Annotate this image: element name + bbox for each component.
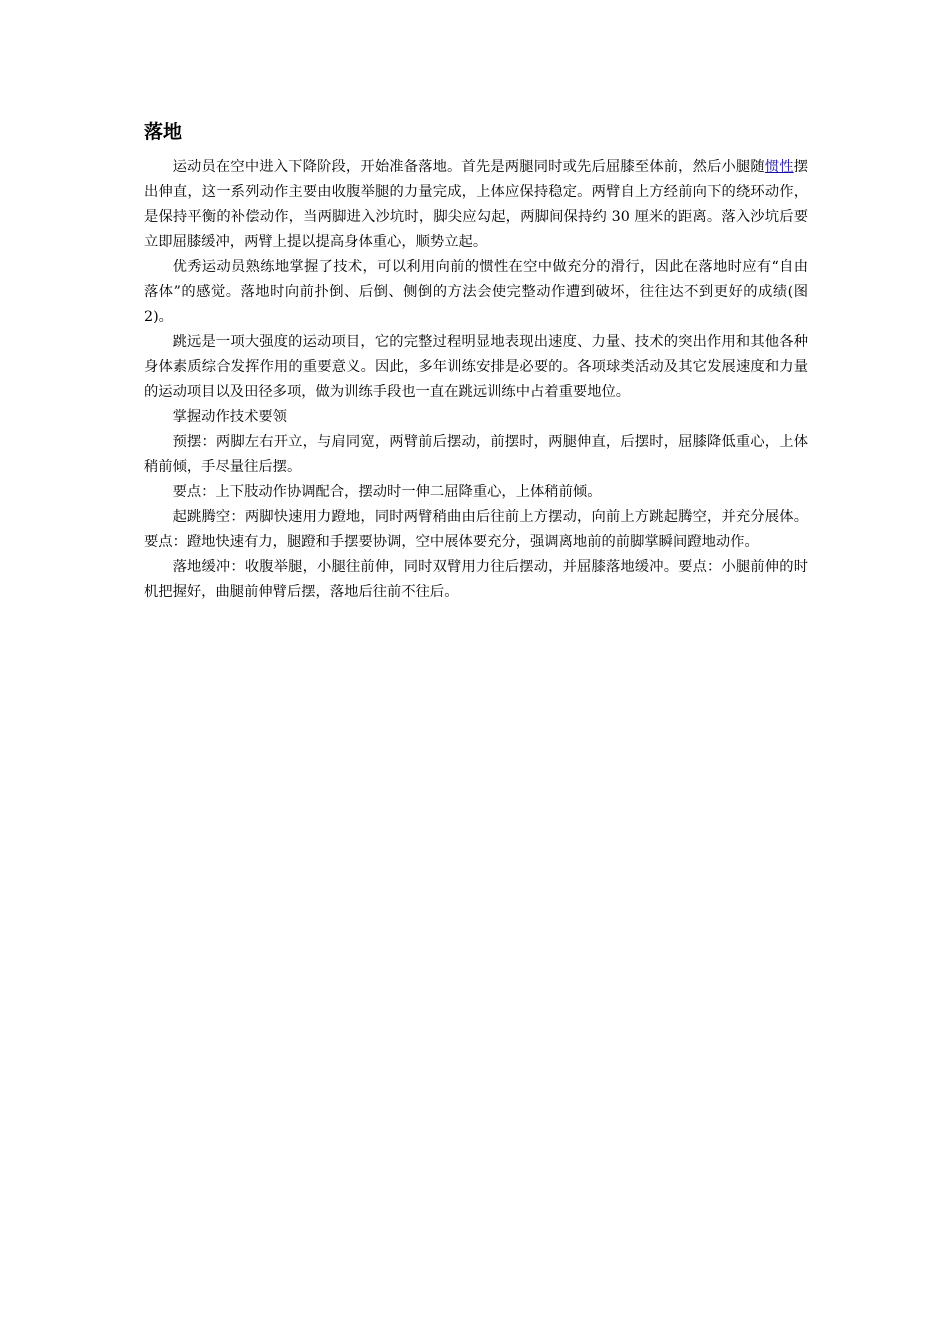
- paragraph-text: 摆出伸直，这一系列动作主要由收腹举腿的力量完成，上体应保持稳定。两臂自上方经前向下的绕环动作，是保持平衡的补偿动作，当两脚进入沙坑时，脚尖应勾起，两脚间保持约 30 厘米的距离。落入沙坑后要立即屈膝缓冲，两臂上提以提高身体重心，顺势立起。: [144, 159, 808, 250]
- paragraph-takeoff: 起跳腾空：两脚快速用力蹬地，同时两臂稍曲由后往前上方摆动，向前上方跳起腾空，并充分展体。要点：蹬地快速有力，腿蹬和手摆要协调，空中展体要充分，强调离地前的前脚掌瞬间蹬地动作。: [144, 509, 808, 550]
- paragraph-text: 运动员在空中进入下降阶段，开始准备落地。首先是两腿同时或先后屈膝至体前，然后小腿随: [172, 159, 765, 175]
- paragraph-key-points: 要点：上下肢动作协调配合，摆动时一伸二屈降重心，上体稍前倾。: [172, 484, 602, 500]
- paragraph-landing-buffer: 落地缓冲：收腹举腿，小腿往前伸，同时双臂用力往后摆动，并屈膝落地缓冲。要点：小腿前伸的时机把握好，曲腿前伸臂后摆，落地后往前不往后。: [144, 559, 808, 600]
- paragraph-pre-swing: 预摆：两脚左右开立，与肩同宽，两臂前后摆动，前摆时，两腿伸直，后摆时，屈膝降低重心，上体稍前倾，手尽量往后摆。: [144, 434, 808, 475]
- paragraph-technique-heading: 掌握动作技术要领: [172, 409, 287, 425]
- inertia-link[interactable]: 惯性: [764, 159, 794, 175]
- paragraph-free-fall: 优秀运动员熟练地掌握了技术，可以利用向前的惯性在空中做充分的滑行，因此在落地时应有“自由落体”的感觉。落地时向前扑倒、后倒、侧倒的方法会使完整动作遭到破坏，往往达不到更好的成绩(图 2)。: [144, 259, 808, 325]
- paragraph-landing-process: [144, 155, 808, 255]
- section-heading: 落地: [144, 121, 183, 143]
- document-body: [144, 118, 808, 605]
- paragraph-training: 跳远是一项大强度的运动项目，它的完整过程明显地表现出速度、力量、技术的突出作用和其他各种身体素质综合发挥作用的重要意义。因此，多年训练安排是必要的。各项球类活动及其它发展速度和力量的运动项目以及田径多项，做为训练手段也一直在跳远训练中占着重要地位。: [144, 334, 808, 400]
